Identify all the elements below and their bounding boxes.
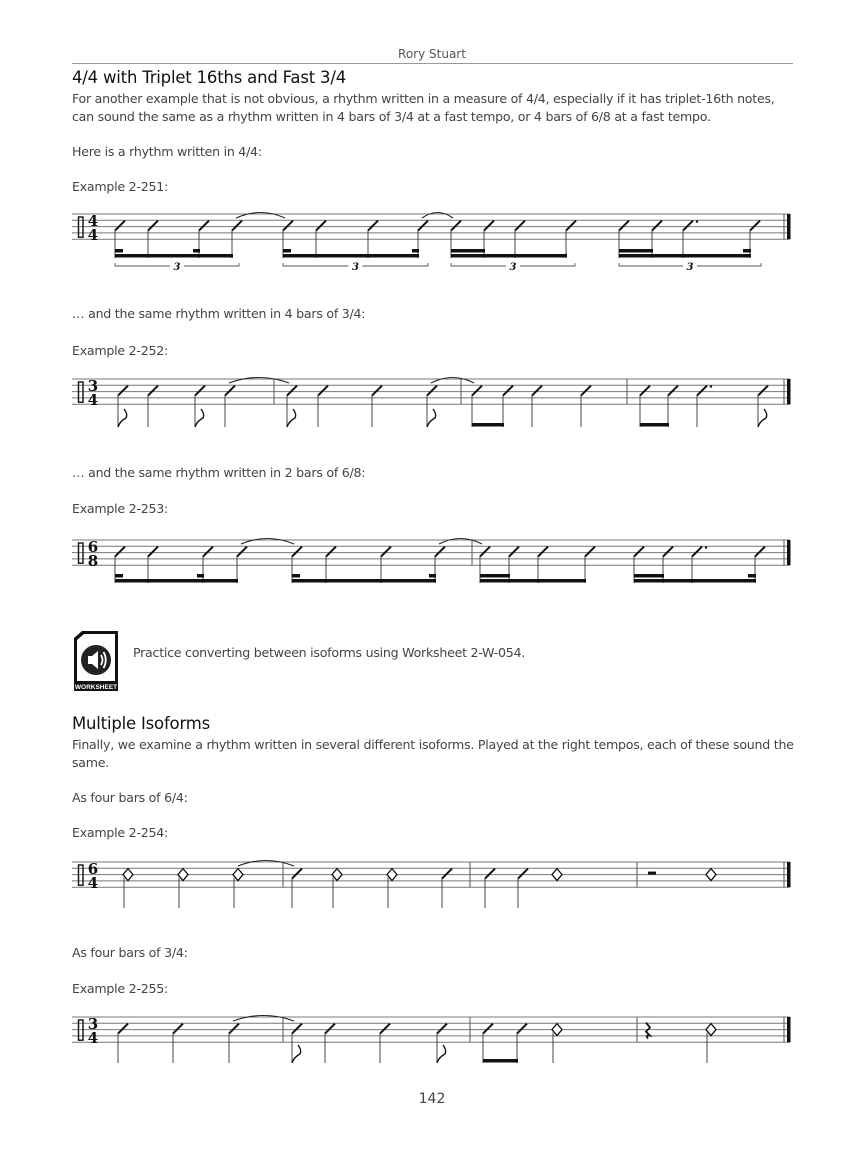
lead-in-6-8: … and the same rhythm written in 2 bars of 6/8:: [72, 465, 366, 480]
svg-text:4: 4: [87, 212, 99, 231]
worksheet-instruction: Practice converting between isoforms using Worksheet 2-W-054.: [133, 645, 526, 660]
lead-in-4-4: Here is a rhythm written in 4/4:: [72, 144, 262, 159]
section2-intro: Finally, we examine a rhythm written in several different isoforms. Played at the right tempos, each of these sound the same.: [72, 737, 794, 770]
svg-text:8: 8: [87, 552, 99, 571]
svg-text:3: 3: [87, 1015, 99, 1034]
page-number: 142: [418, 1091, 446, 1107]
example-2-252-label: Example 2-252:: [72, 343, 168, 358]
lead-in-3-4-b: As four bars of 3/4:: [72, 945, 188, 960]
svg-text:3: 3: [686, 262, 694, 273]
running-header-author: Rory Stuart: [398, 47, 466, 61]
example-2-254-label: Example 2-254:: [72, 825, 168, 840]
svg-text:3: 3: [87, 377, 99, 396]
svg-text:WORKSHEET: WORKSHEET: [74, 684, 118, 691]
svg-text:3: 3: [509, 262, 517, 273]
svg-text:6: 6: [87, 538, 99, 557]
example-2-253-label: Example 2-253:: [72, 501, 168, 516]
section1-intro: For another example that is not obvious, a rhythm written in a measure of 4/4, especially if it has triplet-16th notes, can sound the same as a rhythm written in 4 bars of 3/4 at a fast tempo, or 4 bars of 6/8 at a fast tempo.: [72, 91, 775, 124]
section-title-triplet-16ths: 4/4 with Triplet 16ths and Fast 3/4: [72, 68, 346, 87]
svg-text:3: 3: [173, 262, 181, 273]
svg-text:4: 4: [87, 226, 99, 245]
svg-text:3: 3: [352, 262, 359, 273]
section-title-multiple-isoforms: Multiple Isoforms: [72, 714, 211, 733]
svg-text:4: 4: [87, 391, 99, 410]
svg-text:4: 4: [87, 874, 99, 893]
lead-in-3-4: … and the same rhythm written in 4 bars of 3/4:: [72, 306, 366, 321]
example-2-251-label: Example 2-251:: [72, 179, 168, 194]
svg-text:6: 6: [87, 860, 99, 879]
example-2-255-label: Example 2-255:: [72, 981, 168, 996]
lead-in-6-4: As four bars of 6/4:: [72, 790, 188, 805]
svg-text:4: 4: [87, 1029, 99, 1048]
